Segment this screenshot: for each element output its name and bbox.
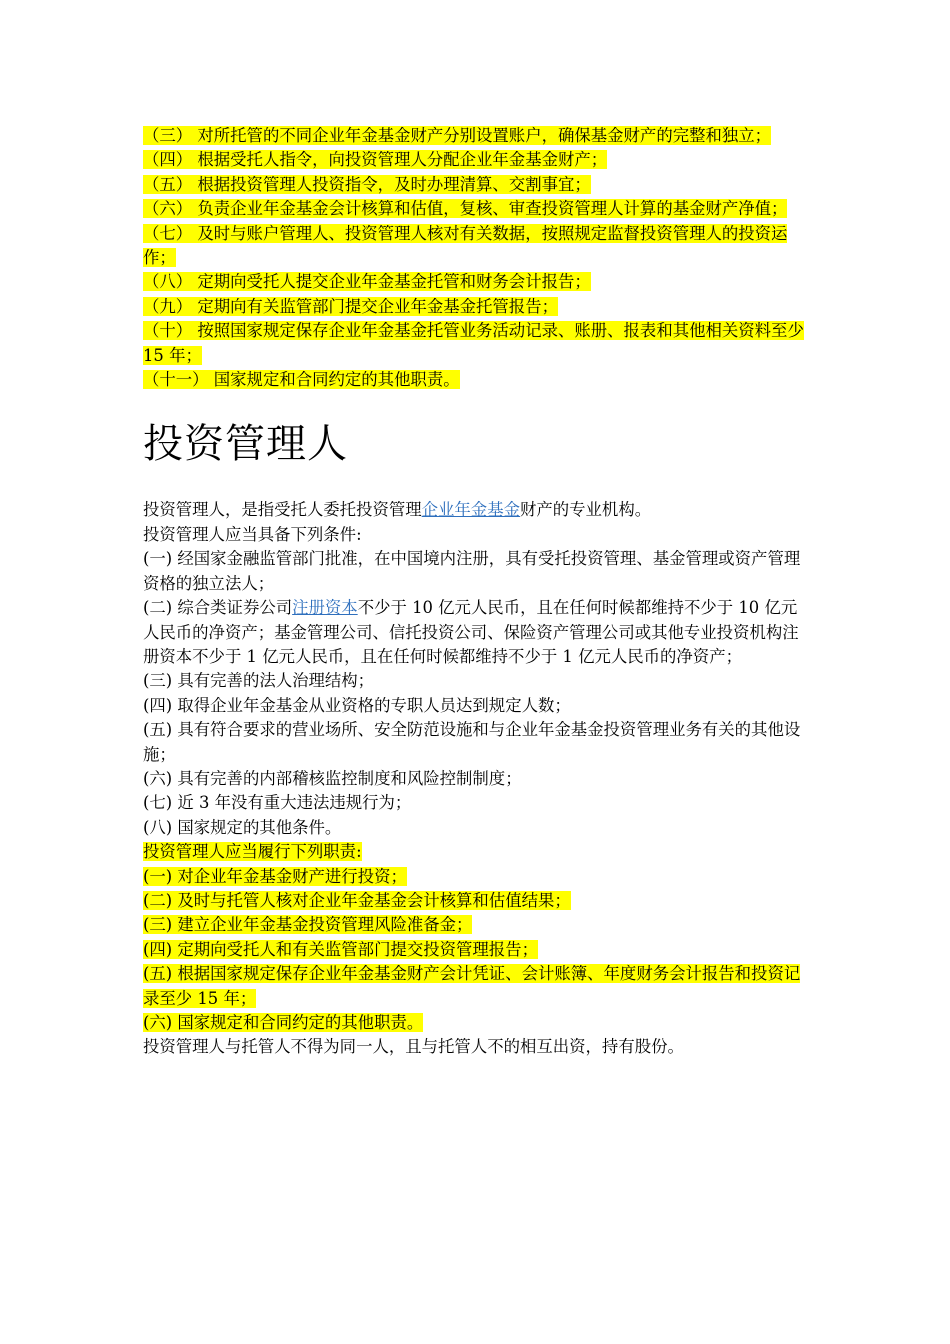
- list-item: (六) 具有完善的内部稽核监控制度和风险控制制度；: [143, 768, 522, 788]
- list-item: （五） 根据投资管理人投资指令，及时办理清算、交割事宜；: [143, 174, 591, 194]
- custodian-duties-list: [143, 124, 808, 392]
- list-item: (二) 及时与托管人核对企业年金基金会计核算和估值结果；: [143, 890, 571, 910]
- list-item: (二) 综合类证券公司注册资本不少于 10 亿元人民币，且在任何时候都维持不少于 10 亿元人民币的净资产；基金管理公司、信托投资公司、保险资产管理公司或其他专业投资机构注册资本不少于 1 亿元人民币，且在任何时候都维持不少于 1 亿元人民币的净资产；: [143, 598, 799, 666]
- list-item: (四) 取得企业年金基金从业资格的专职人员达到规定人数；: [143, 695, 571, 715]
- list-item: （四） 根据受托人指令，向投资管理人分配企业年金基金财产；: [143, 150, 608, 170]
- list-item: （三） 对所托管的不同企业年金基金财产分别设置账户，确保基金财产的完整和独立；: [143, 126, 772, 145]
- list-item: （九） 定期向有关监管部门提交企业年金基金托管报告；: [143, 296, 558, 316]
- list-item: （七） 及时与账户管理人、投资管理人核对有关数据，按照规定监督投资管理人的投资运作；: [143, 223, 788, 268]
- section-heading: 投资管理人: [143, 421, 348, 468]
- list-item: (三) 建立企业年金基金投资管理风险准备金；: [143, 915, 473, 935]
- intro-paragraph: 投资管理人，是指受托人委托投资管理企业年金基金财产的专业机构。: [143, 500, 652, 520]
- list-item: (三) 具有完善的法人治理结构；: [143, 671, 375, 691]
- list-item: (一) 经国家金融监管部门批准，在中国境内注册，具有受托投资管理、基金管理或资产管理资格的独立法人；: [143, 549, 801, 593]
- closing-paragraph: 投资管理人与托管人不得为同一人，且与托管人不的相互出资，持有股份。: [143, 1037, 684, 1057]
- list-item: (一) 对企业年金基金财产进行投资；: [143, 866, 407, 886]
- list-item: (五) 根据国家规定保存企业年金基金财产会计凭证、会计账簿、年度财务会计报告和投资记录至少 15 年；: [143, 964, 801, 1008]
- enterprise-annuity-fund-link[interactable]: 企业年金基金: [421, 500, 520, 520]
- list-item: (五) 具有符合要求的营业场所、安全防范设施和与企业年金基金投资管理业务有关的其他设施；: [143, 720, 801, 764]
- list-item: （八） 定期向受托人提交企业年金基金托管和财务会计报告；: [143, 272, 591, 292]
- manager-duties-list: [143, 865, 808, 1036]
- list-item: (四) 定期向受托人和有关监管部门提交投资管理报告；: [143, 939, 538, 959]
- list-item: （十一） 国家规定和合同约定的其他职责。: [143, 370, 460, 390]
- list-item: (七) 近 3 年没有重大违法违规行为；: [143, 793, 412, 813]
- list-item: （六） 负责企业年金基金会计核算和估值，复核、审查投资管理人计算的基金财产净值；: [143, 199, 788, 219]
- list-item: (六) 国家规定和合同约定的其他职责。: [143, 1013, 424, 1032]
- duties-title: 投资管理人应当履行下列职责:: [143, 842, 362, 862]
- document-content: [143, 124, 808, 1060]
- conditions-title: 投资管理人应当具备下列条件:: [143, 524, 362, 544]
- list-item: （十） 按照国家规定保存企业年金基金托管业务活动记录、账册、报表和其他相关资料至少 15 年；: [143, 321, 804, 365]
- registered-capital-link[interactable]: 注册资本: [292, 598, 358, 618]
- list-item: (八) 国家规定的其他条件。: [143, 817, 342, 837]
